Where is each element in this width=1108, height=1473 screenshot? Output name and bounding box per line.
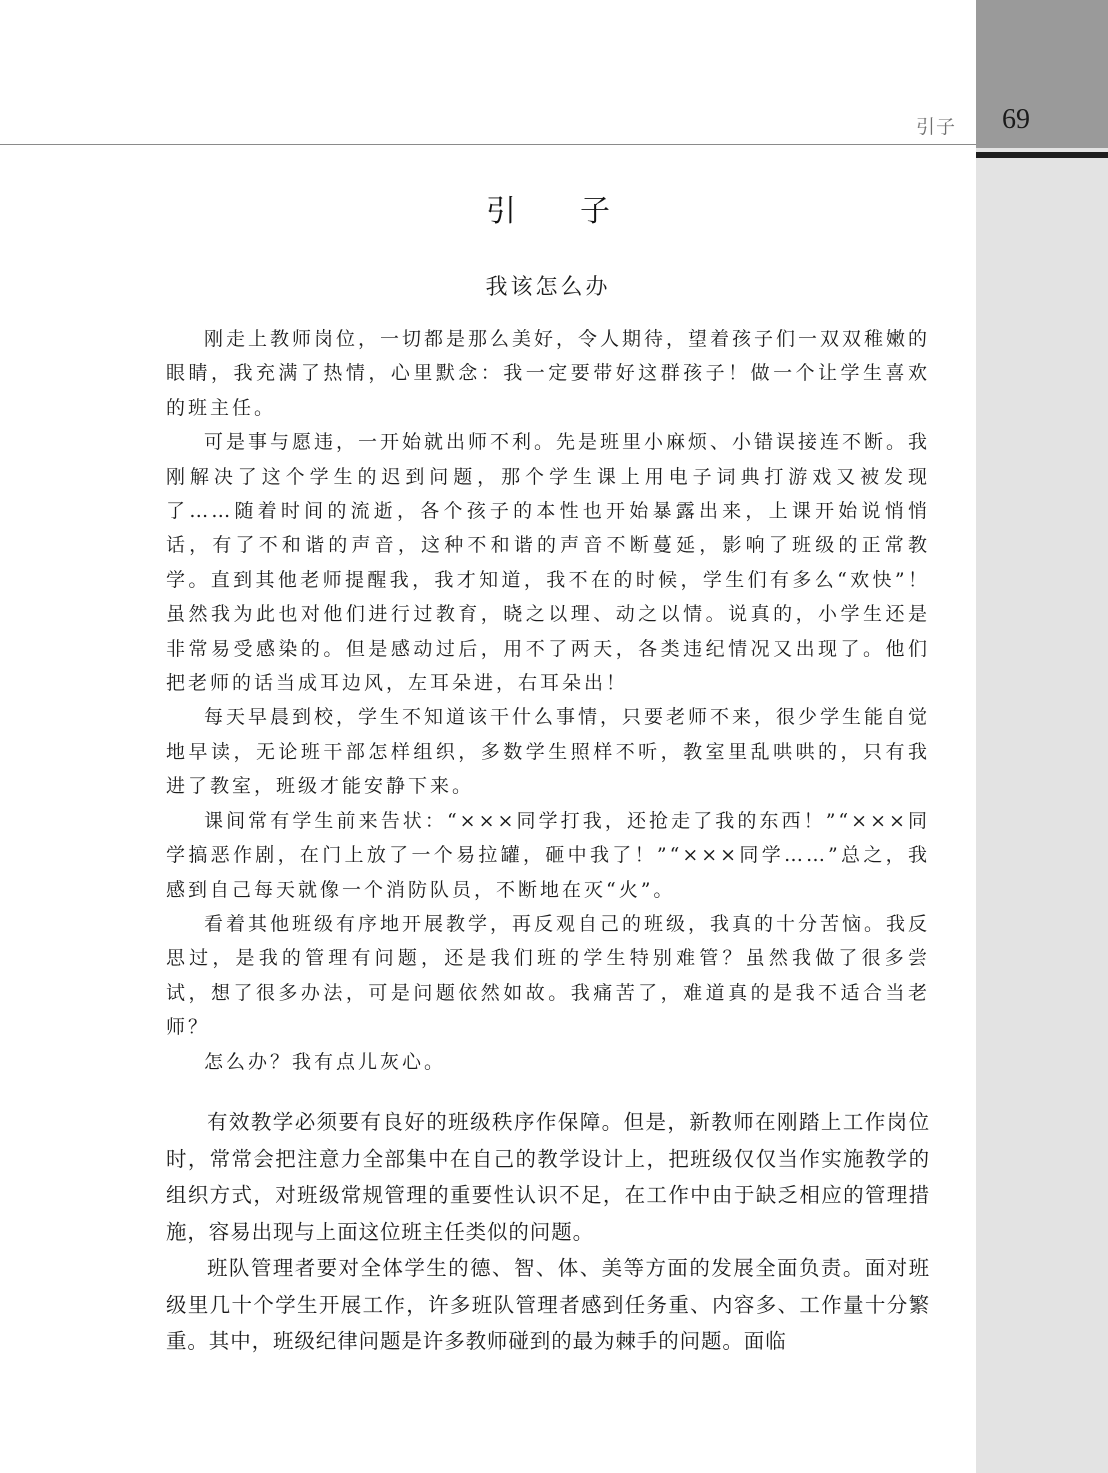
header-rule: [0, 144, 976, 145]
page-number: 69: [1002, 104, 1030, 135]
story-paragraph: 每天早晨到校，学生不知道该干什么事情，只要老师不来，很少学生能自觉地早读，无论班干部怎样组织，多数学生照样不听，教室里乱哄哄的，只有我进了教室，班级才能安静下来。: [166, 706, 931, 798]
section-title: 我该怎么办: [485, 275, 611, 300]
analysis-paragraph: 班队管理者要对全体学生的德、智、体、美等方面的发展全面负责。面对班级里几十个学生开展工作，许多班队管理者感到任务重、内容多、工作量十分繁重。其中，班级纪律问题是许多教师碰到的最为棘手的问题。面临: [166, 1256, 930, 1353]
story-paragraph: 刚走上教师岗位，一切都是那么美好，令人期待，望着孩子们一双双稚嫩的眼睛，我充满了热情，心里默念：我一定要带好这群孩子！做一个让学生喜欢的班主任。: [166, 328, 931, 419]
page-edge-rule: [976, 152, 1108, 158]
running-head: 引子: [915, 116, 956, 138]
story-paragraph: 课间常有学生前来告状：“×××同学打我，还抢走了我的东西！”“×××同学搞恶作剧，在门上放了一个易拉罐，砸中我了！”“×××同学……”总之，我感到自己每天就像一个消防队员，不断地在灭“火”。: [166, 809, 930, 901]
story-paragraph: 看着其他班级有序地开展教学，再反观自己的班级，我真的十分苦恼。我反思过，是我的管理有问题，还是我们班的学生特别难管？虽然我做了很多尝试，想了很多办法，可是问题依然如故。我痛苦了，难道真的是我不适合当老师？: [166, 912, 931, 1039]
story-paragraph: 怎么办？我有点儿灰心。: [204, 1050, 447, 1073]
story-section: [166, 322, 930, 1079]
page-edge-thumb-tab: [976, 0, 1108, 1473]
analysis-paragraph: 有效教学必须要有良好的班级秩序作保障。但是，新教师在刚踏上工作岗位时，常常会把注意力全部集中在自己的教学设计上，把班级仅仅当作实施教学的组织方式，对班级常规管理的重要性认识不足，在工作中由于缺乏相应的管理措施，容易出现与上面这位班主任类似的问题。: [166, 1110, 930, 1244]
analysis-section: [166, 1104, 930, 1360]
chapter-title: 引子: [486, 194, 674, 229]
story-paragraph: 可是事与愿违，一开始就出师不利。先是班里小麻烦、小错误接连不断。我刚解决了这个学生的迟到问题，那个学生课上用电子词典打游戏又被发现了……随着时间的流逝，各个孩子的本性也开始暴露出来，上课开始说悄悄话，有了不和谐的声音，这种不和谐的声音不断蔓延，影响了班级的正常教学。直到其他老师提醒我，我才知道，我不在的时候，学生们有多么“欢快”！虽然我为此也对他们进行过教育，晓之以理、动之以情。说真的，小学生还是非常易受感染的。但是感动过后，用不了两天，各类违纪情况又出现了。他们把老师的话当成耳边风，左耳朵进，右耳朵出！: [166, 431, 931, 695]
